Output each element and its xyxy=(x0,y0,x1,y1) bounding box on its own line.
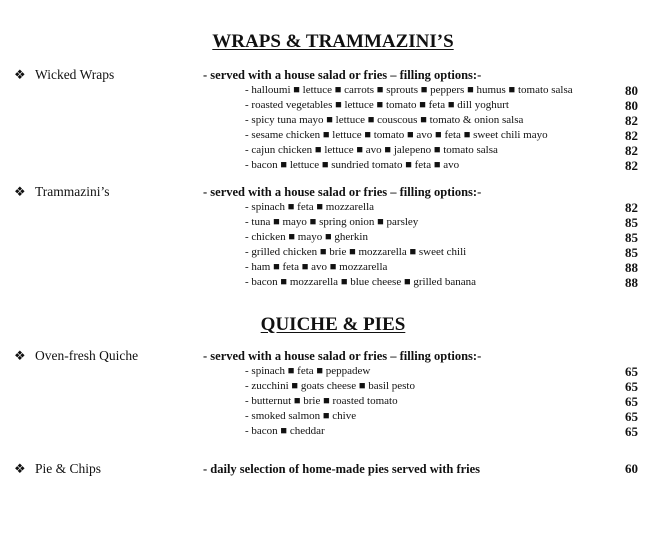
item-label: - roasted vegetables ■ lettuce ■ tomato ■ feta ■ dill yoghurt xyxy=(245,99,509,111)
item-price: 82 xyxy=(625,158,638,173)
menu-item xyxy=(0,394,650,409)
item-price: 88 xyxy=(625,275,638,290)
item-price: 65 xyxy=(625,379,638,394)
menu-item xyxy=(0,409,650,424)
menu-item xyxy=(0,260,650,275)
item-price: 80 xyxy=(625,83,638,98)
item-price: 82 xyxy=(625,143,638,158)
menu-item xyxy=(0,230,650,245)
menu-item xyxy=(0,83,650,98)
menu-item xyxy=(0,113,650,128)
item-price: 82 xyxy=(625,113,638,128)
section-title: QUICHE & PIES xyxy=(260,314,406,335)
item-price: 85 xyxy=(625,215,638,230)
menu-item xyxy=(0,364,650,379)
item-price: 65 xyxy=(625,424,638,439)
section-title: WRAPS & TRAMMAZINI’S xyxy=(212,31,454,52)
menu-group-quiche xyxy=(0,348,650,439)
bullet-icon: ❖ xyxy=(14,67,26,82)
menu-group-trammazinis xyxy=(0,184,650,290)
item-label: - grilled chicken ■ brie ■ mozzarella ■ sweet chili xyxy=(245,246,467,258)
menu-item xyxy=(0,158,650,173)
group-name: Wicked Wraps xyxy=(35,67,115,82)
item-label: - sesame chicken ■ lettuce ■ tomato ■ avo ■ feta ■ sweet chili mayo xyxy=(245,129,548,141)
item-label: - bacon ■ mozzarella ■ blue cheese ■ grilled banana xyxy=(245,276,476,288)
menu-item xyxy=(0,215,650,230)
menu-item xyxy=(0,143,650,158)
item-price: 65 xyxy=(625,364,638,379)
item-label: - chicken ■ mayo ■ gherkin xyxy=(245,231,368,243)
item-label: - bacon ■ cheddar xyxy=(245,425,325,437)
group-name: Oven-fresh Quiche xyxy=(35,348,139,363)
menu-group-pie-chips xyxy=(0,461,650,477)
bullet-icon: ❖ xyxy=(14,348,26,363)
group-name: Pie & Chips xyxy=(35,461,102,476)
group-header xyxy=(0,67,650,83)
menu-group-wicked-wraps xyxy=(0,67,650,173)
item-label: - smoked salmon ■ chive xyxy=(245,410,357,422)
item-price: 85 xyxy=(625,230,638,245)
group-description: - served with a house salad or fries – filling options:- xyxy=(203,349,482,363)
item-label: - tuna ■ mayo ■ spring onion ■ parsley xyxy=(245,216,419,228)
menu-item xyxy=(0,98,650,113)
item-price: 80 xyxy=(625,98,638,113)
group-description: - served with a house salad or fries – filling options:- xyxy=(203,68,482,82)
item-label: - spinach ■ feta ■ peppadew xyxy=(245,365,371,377)
item-price: 85 xyxy=(625,245,638,260)
menu-item xyxy=(0,245,650,260)
menu-item xyxy=(0,275,650,290)
menu-item xyxy=(0,128,650,143)
bullet-icon: ❖ xyxy=(14,461,26,476)
item-price: 82 xyxy=(625,200,638,215)
group-header xyxy=(0,461,650,477)
item-price: 88 xyxy=(625,260,638,275)
bullet-icon: ❖ xyxy=(14,184,26,199)
menu-item xyxy=(0,379,650,394)
group-header xyxy=(0,348,650,364)
item-label: - butternut ■ brie ■ roasted tomato xyxy=(245,395,398,407)
group-price: 60 xyxy=(625,461,638,476)
item-label: - spicy tuna mayo ■ lettuce ■ couscous ■ tomato & onion salsa xyxy=(245,114,524,126)
item-label: - spinach ■ feta ■ mozzarella xyxy=(245,201,375,213)
group-name: Trammazini’s xyxy=(35,184,110,199)
item-price: 82 xyxy=(625,128,638,143)
item-label: - halloumi ■ lettuce ■ carrots ■ sprouts ■ peppers ■ humus ■ tomato salsa xyxy=(245,84,573,96)
item-label: - bacon ■ lettuce ■ sundried tomato ■ feta ■ avo xyxy=(245,159,460,171)
group-description: - served with a house salad or fries – filling options:- xyxy=(203,185,482,199)
group-description: - daily selection of home-made pies served with fries xyxy=(203,462,481,476)
item-label: - ham ■ feta ■ avo ■ mozzarella xyxy=(245,261,388,273)
menu-item xyxy=(0,200,650,215)
menu-item xyxy=(0,424,650,439)
item-price: 65 xyxy=(625,409,638,424)
item-price: 65 xyxy=(625,394,638,409)
group-header xyxy=(0,184,650,200)
item-label: - zucchini ■ goats cheese ■ basil pesto xyxy=(245,380,415,392)
item-label: - cajun chicken ■ lettuce ■ avo ■ jalepeno ■ tomato salsa xyxy=(245,144,498,156)
